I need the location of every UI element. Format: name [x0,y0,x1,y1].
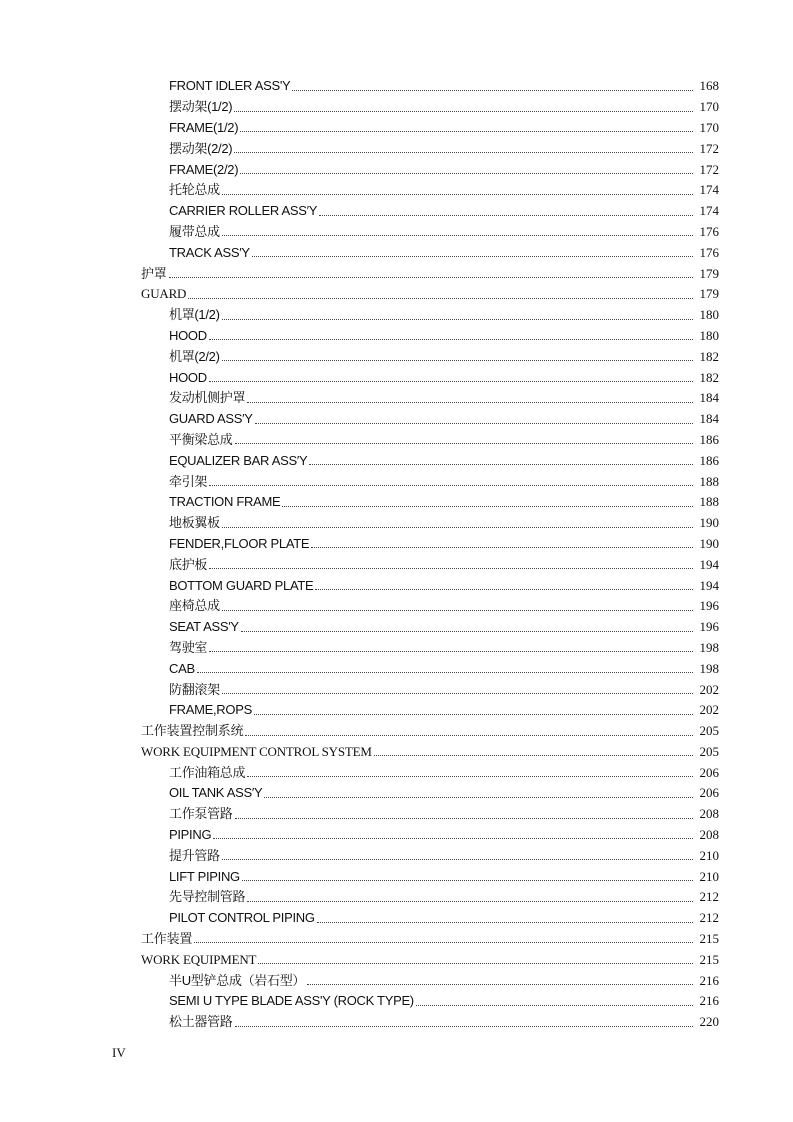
toc-entry-title: SEMI U TYPE BLADE ASS'Y (ROCK TYPE) [169,993,414,1009]
toc-entry[interactable] [0,887,793,908]
toc-entry-page-number: 182 [699,348,719,364]
toc-entry-page-number: 212 [699,889,719,905]
toc-entry-title: 机罩(1/2) [169,307,220,323]
toc-entry-title: 工作装置控制系统 [141,723,244,739]
toc-entry[interactable] [0,596,793,617]
toc-entry[interactable] [0,658,793,679]
dot-leader [255,422,693,424]
toc-entry[interactable] [0,700,793,721]
dot-leader [222,193,693,195]
toc-entry-title: TRACK ASS′Y [169,244,250,260]
toc-entry[interactable] [0,679,793,700]
toc-entry-page-number: 182 [699,369,719,385]
toc-entry-page-number: 188 [699,494,719,510]
toc-entry[interactable] [0,554,793,575]
toc-entry-title: HOOD [169,327,207,343]
toc-entry-page-number: 208 [699,806,719,822]
toc-entry-page-number: 184 [699,390,719,406]
dot-leader [264,796,693,798]
toc-entry-title: FENDER,FLOOR PLATE [169,535,310,551]
dot-leader [319,214,693,216]
dot-leader [169,276,693,278]
toc-entry-page-number: 202 [699,681,719,697]
toc-entry-page-number: 180 [699,307,719,323]
toc-entry-title: WORK EQUIPMENT [141,951,257,967]
toc-entry-page-number: 174 [699,203,719,219]
dot-leader [234,151,693,153]
toc-entry-title: FRAME(2/2) [169,161,239,177]
toc-entry[interactable] [0,367,793,388]
toc-entry-title: GUARD ASS′Y [169,411,253,427]
toc-entry-page-number: 188 [699,473,719,489]
toc-entry-page-number: 194 [699,556,719,572]
toc-entry-page-number: 170 [699,119,719,135]
dot-leader [247,401,693,403]
toc-entry-title: 底护板 [169,556,208,572]
toc-entry[interactable] [0,201,793,222]
toc-entry[interactable] [0,346,793,367]
toc-entry-title: EQUALIZER BAR ASS′Y [169,452,308,468]
toc-entry-page-number: 216 [699,972,719,988]
toc-entry-page-number: 205 [699,743,719,759]
dot-leader [252,255,693,257]
toc-entry[interactable] [0,492,793,513]
dot-leader [197,671,693,673]
toc-entry-title: 履带总成 [169,223,220,239]
toc-entry-page-number: 220 [699,1014,719,1030]
dot-leader [222,858,693,860]
toc-entry[interactable] [0,138,793,159]
toc-entry-page-number: 176 [699,223,719,239]
toc-entry-page-number: 198 [699,639,719,655]
dot-leader [222,234,693,236]
dot-leader [234,110,693,112]
toc-entry-page-number: 176 [699,244,719,260]
toc-entry[interactable] [0,388,793,409]
toc-entry[interactable] [0,471,793,492]
toc-entry-page-number: 212 [699,910,719,926]
dot-leader [235,817,693,819]
toc-entry-title: 先导控制管路 [169,889,246,905]
toc-entry-page-number: 216 [699,993,719,1009]
toc-entry-page-number: 215 [699,931,719,947]
toc-entry-title: 地板翼板 [169,515,220,531]
dot-leader [209,567,693,569]
dot-leader [292,89,693,91]
toc-entry-page-number: 202 [699,702,719,718]
dot-leader [235,1025,693,1027]
toc-entry[interactable] [0,242,793,263]
table-of-contents [0,76,793,1033]
toc-entry-title: TRACTION FRAME [169,494,281,510]
toc-entry[interactable] [0,1012,793,1033]
toc-entry-title: 工作泵管路 [169,806,233,822]
dot-leader [315,588,693,590]
toc-entry-page-number: 198 [699,660,719,676]
toc-entry-page-number: 168 [699,78,719,94]
toc-entry[interactable] [0,762,793,783]
toc-entry-page-number: 186 [699,431,719,447]
toc-entry-page-number: 205 [699,723,719,739]
toc-entry-title: CAB [169,660,195,676]
toc-entry[interactable] [0,513,793,534]
toc-entry[interactable] [0,180,793,201]
toc-entry-page-number: 179 [699,265,719,281]
toc-entry-title: 提升管路 [169,847,220,863]
toc-entry[interactable] [0,159,793,180]
toc-entry[interactable] [0,783,793,804]
toc-entry-title: CARRIER ROLLER ASS′Y [169,203,318,219]
toc-entry-page-number: 206 [699,785,719,801]
toc-entry-title: 牵引架 [169,473,208,489]
dot-leader [222,692,693,694]
dot-leader [222,609,693,611]
toc-entry-title: 机罩(2/2) [169,348,220,364]
toc-entry[interactable] [0,409,793,430]
dot-leader [247,775,693,777]
dot-leader [374,754,693,756]
toc-entry-page-number: 208 [699,827,719,843]
dot-leader [209,484,693,486]
toc-entry-title: 工作油箱总成 [169,764,246,780]
toc-entry[interactable] [0,845,793,866]
toc-entry-page-number: 179 [699,286,719,302]
toc-entry-title: PIPING [169,827,212,843]
toc-entry-title: 工作装置 [141,931,193,947]
dot-leader [240,130,693,132]
dot-leader [194,941,693,943]
toc-entry[interactable] [0,76,793,97]
toc-entry[interactable] [0,804,793,825]
toc-entry[interactable] [0,575,793,596]
toc-entry-title: FRONT IDLER ASS'Y [169,78,291,94]
toc-entry[interactable] [0,991,793,1012]
toc-entry-title: 驾驶室 [169,639,208,655]
toc-entry-page-number: 180 [699,327,719,343]
toc-entry-title: 摆动架(1/2) [169,99,233,115]
dot-leader [242,879,693,881]
toc-entry[interactable] [0,866,793,887]
toc-entry-title: PILOT CONTROL PIPING [169,910,315,926]
toc-entry-page-number: 174 [699,182,719,198]
toc-entry[interactable] [0,742,793,763]
dot-leader [307,983,693,985]
toc-entry-page-number: 186 [699,452,719,468]
toc-entry-title: 摆动架(2/2) [169,140,233,156]
toc-entry[interactable] [0,825,793,846]
toc-entry-page-number: 196 [699,598,719,614]
toc-entry-title: FRAME(1/2) [169,119,239,135]
toc-entry-page-number: 194 [699,577,719,593]
toc-entry[interactable] [0,970,793,991]
toc-entry-page-number: 172 [699,140,719,156]
toc-entry-title: LIFT PIPING [169,868,240,884]
dot-leader [245,734,693,736]
dot-leader [317,921,693,923]
toc-entry-title: FRAME,ROPS [169,702,252,718]
toc-entry-title: WORK EQUIPMENT CONTROL SYSTEM [141,743,372,759]
dot-leader [416,1004,693,1006]
toc-entry[interactable] [0,450,793,471]
page-number: IV [112,1045,126,1060]
toc-entry-page-number: 190 [699,535,719,551]
toc-entry[interactable] [0,118,793,139]
toc-entry[interactable] [0,284,793,305]
dot-leader [241,630,693,632]
toc-entry-page-number: 170 [699,99,719,115]
toc-entry-title: 发动机侧护罩 [169,390,246,406]
toc-entry[interactable] [0,97,793,118]
toc-entry[interactable] [0,721,793,742]
toc-entry-page-number: 172 [699,161,719,177]
toc-entry-page-number: 196 [699,619,719,635]
dot-leader [247,900,693,902]
toc-entry-title: SEAT ASS′Y [169,619,239,635]
dot-leader [213,837,693,839]
dot-leader [209,650,693,652]
dot-leader [309,463,693,465]
dot-leader [254,713,693,715]
toc-entry-page-number: 184 [699,411,719,427]
toc-entry[interactable] [0,263,793,284]
toc-entry[interactable] [0,534,793,555]
toc-entry-page-number: 206 [699,764,719,780]
dot-leader [235,442,693,444]
toc-entry[interactable] [0,222,793,243]
toc-entry-title: 半U型铲总成（岩石型） [169,972,306,988]
toc-entry[interactable] [0,305,793,326]
toc-entry-title: 护罩 [141,265,167,281]
toc-entry-page-number: 210 [699,868,719,884]
dot-leader [240,172,693,174]
dot-leader [209,338,693,340]
toc-entry-page-number: 215 [699,951,719,967]
dot-leader [209,380,693,382]
toc-entry[interactable] [0,430,793,451]
toc-entry-title: GUARD [141,286,187,302]
toc-entry[interactable] [0,326,793,347]
dot-leader [258,962,693,964]
toc-entry-page-number: 190 [699,515,719,531]
toc-entry-title: 松土器管路 [169,1014,233,1030]
toc-entry[interactable] [0,908,793,929]
dot-leader [188,297,693,299]
toc-entry-title: 平衡梁总成 [169,431,233,447]
toc-entry[interactable] [0,617,793,638]
toc-entry[interactable] [0,638,793,659]
toc-entry-title: HOOD [169,369,207,385]
toc-entry-title: 防翻滚架 [169,681,220,697]
toc-entry-page-number: 210 [699,847,719,863]
toc-entry-title: 座椅总成 [169,598,220,614]
dot-leader [222,359,693,361]
dot-leader [282,505,693,507]
toc-entry-title: 托轮总成 [169,182,220,198]
toc-entry[interactable] [0,929,793,950]
toc-entry-title: BOTTOM GUARD PLATE [169,577,314,593]
dot-leader [222,526,693,528]
dot-leader [222,318,693,320]
toc-entry[interactable] [0,949,793,970]
toc-entry-title: OIL TANK ASS′Y [169,785,263,801]
dot-leader [311,546,693,548]
